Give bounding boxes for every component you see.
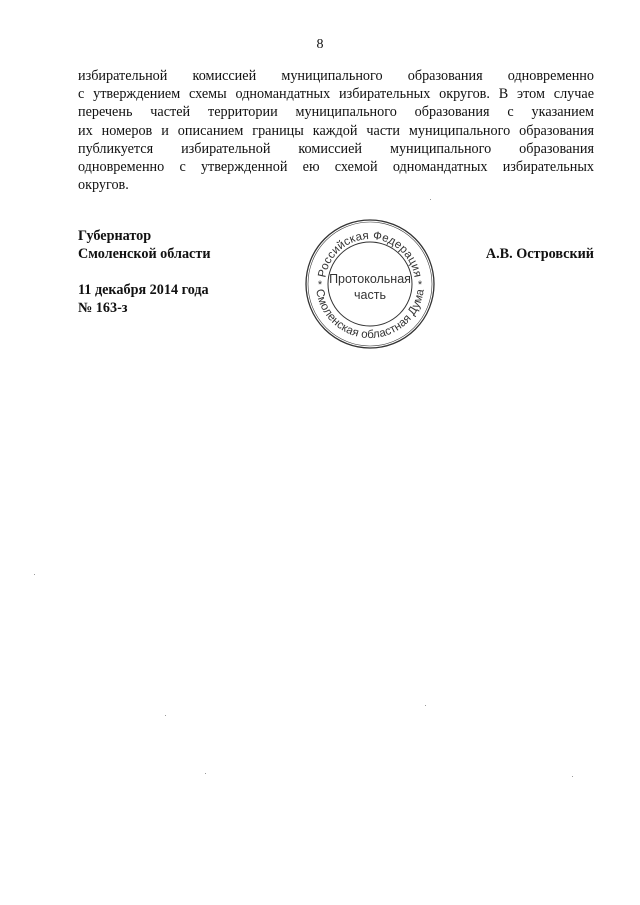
signer-name: А.В. Островский: [485, 246, 594, 262]
body-line: их номеров и описанием границы каждой части муниципального образования: [78, 122, 594, 139]
body-line: публикуется избирательной комиссией муниципального образования: [78, 140, 594, 157]
body-line: перечень частей территории муниципального образования с указанием: [78, 104, 594, 121]
signature-block: [78, 227, 211, 317]
seal-center-line1: Протокольная: [329, 272, 411, 286]
body-paragraph: [78, 67, 594, 194]
signer-region: Смоленской области: [78, 246, 211, 262]
scan-speck: [425, 705, 426, 706]
seal-center-line2: часть: [354, 288, 386, 302]
scan-speck: [572, 776, 573, 777]
scan-speck: [430, 199, 431, 200]
body-line: избирательной комиссией муниципального образования одновременно: [78, 68, 594, 84]
law-number: № 163-з: [78, 300, 128, 316]
signing-date: 11 декабря 2014 года: [78, 282, 209, 298]
scan-speck: [34, 574, 35, 575]
seal-star-right: *: [417, 279, 423, 291]
body-line: округов.: [78, 177, 129, 194]
page-number: 8: [316, 37, 324, 52]
scan-speck: [205, 773, 206, 774]
seal-star-left: *: [317, 279, 323, 291]
official-seal: [303, 217, 437, 351]
body-line: с утверждением схемы одномандатных избирательных округов. В этом случае: [78, 86, 594, 103]
seal-ring-text-top: Российская Федерация: [316, 229, 424, 279]
body-line: одновременно с утвержденной ею схемой одномандатных избирательных: [78, 158, 594, 175]
scan-speck: [165, 715, 166, 716]
signer-position: Губернатор: [78, 228, 152, 244]
seal-ring-text-bottom: Смоленская областная Дума: [313, 288, 427, 342]
